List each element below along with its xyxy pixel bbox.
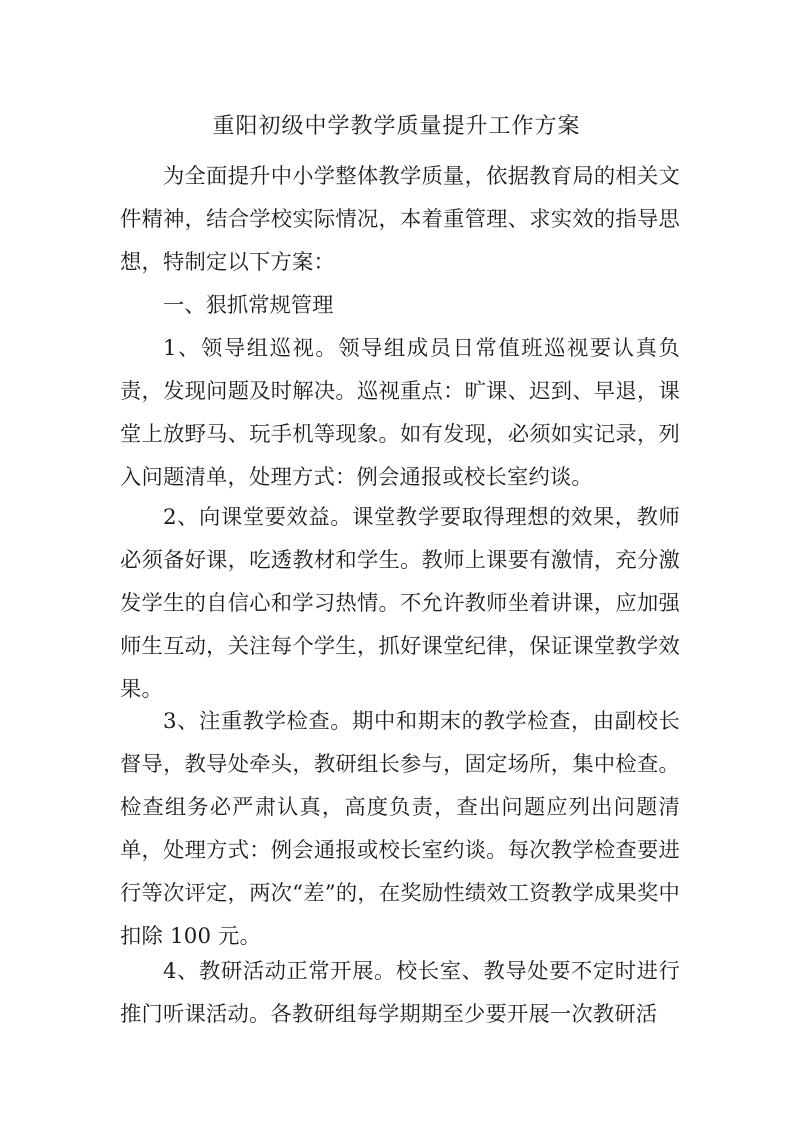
section-heading: 一、狠抓常规管理 <box>163 293 334 318</box>
document-title: 重阳初级中学教学质量提升工作方案 <box>212 114 581 139</box>
paragraph-item-4: 4、教研活动正常开展。校长室、教导处要不定时进行推门听课活动。各教研组每学期期至少要开展一次教研活 <box>120 959 680 1027</box>
paragraph-item-2: 2、向课堂要效益。课堂教学要取得理想的效果，教师必须备好课，吃透教材和学生。教师上课要有激情，充分激发学生的自信心和学习热情。不允许教师坐着讲课，应加强师生互动，关注每个学生，抓好课堂纪律，保证课堂教学效果。 <box>120 505 680 702</box>
intro-paragraph: 为全面提升中小学整体教学质量，依据教育局的相关文件精神，结合学校实际情况，本着重管理、求实效的指导思想，特制定以下方案： <box>120 164 680 275</box>
paragraph-item-3: 3、注重教学检查。期中和期末的教学检查，由副校长督导，教导处牵头，教研组长参与，固定场所，集中检查。检查组务必严肃认真，高度负责，查出问题应列出问题清单，处理方式：例会通报或校长室约谈。每次教学检查要进行等次评定，两次“差”的，在奖励性绩效工资教学成果奖中扣除 100 元。 <box>120 709 680 949</box>
paragraph-item-1: 1、领导组巡视。领导组成员日常值班巡视要认真负责，发现问题及时解决。巡视重点：旷课、迟到、早退，课堂上放野马、玩手机等现象。如有发现，必须如实记录，列入问题清单，处理方式：例会通报或校长室约谈。 <box>120 336 680 490</box>
